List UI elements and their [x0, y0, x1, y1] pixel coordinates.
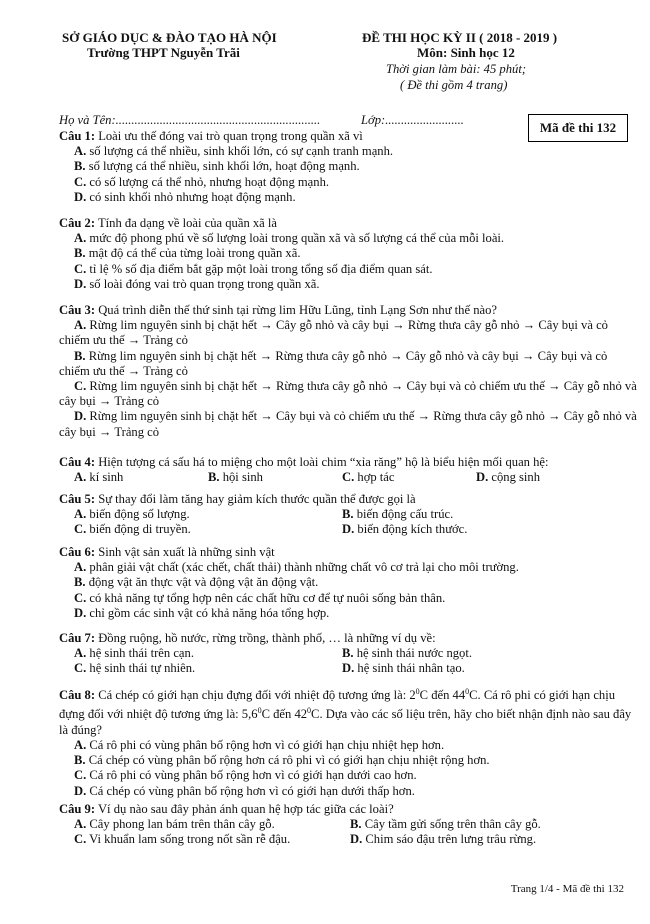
- question-number: Câu 4:: [59, 455, 96, 469]
- options-row: [59, 646, 639, 661]
- question-text: Đồng ruộng, hồ nước, rừng trồng, thành phố, … là những ví dụ về:: [95, 631, 436, 645]
- exam-time: Thời gian làm bài: 45 phút;: [386, 62, 527, 76]
- option-d: D. cộng sinh: [476, 470, 541, 485]
- question-number: Câu 9:: [59, 802, 96, 816]
- option-d: D. biến động kích thước.: [342, 522, 468, 537]
- option-b: B. hội sinh: [208, 470, 263, 485]
- option-d: D. hệ sinh thái nhân tạo.: [342, 661, 465, 676]
- option-c: C. có số lượng cá thể nhỏ, nhưng hoạt động mạnh.: [74, 174, 330, 189]
- option-d: D. có sinh khối nhỏ nhưng hoạt động mạnh.: [74, 189, 296, 204]
- option-d: D. số loài đóng vai trò quan trọng trong quần xã.: [74, 276, 320, 291]
- option-b: B. Cá chép có vùng phân bố rộng hơn cá rô phi vì có giới hạn chịu nhiệt rộng hơn.: [74, 753, 490, 768]
- option-a: A. phân giải vật chất (xác chết, chất thải) thành những chất vô cơ trả lại cho môi trường.: [74, 560, 519, 575]
- question-8: [59, 684, 639, 799]
- question-9: [59, 802, 639, 848]
- question-number: Câu 1:: [59, 129, 96, 143]
- question-text: Sinh vật sản xuất là những sinh vật: [95, 545, 275, 559]
- school-name: Trường THPT Nguyễn Trãi: [87, 45, 240, 60]
- option-c: C. tỉ lệ % số địa điểm bắt gặp một loài trong tổng số địa điểm quan sát.: [74, 261, 433, 276]
- exam-title: ĐỀ THI HỌC KỲ II ( 2018 - 2019 ): [362, 30, 558, 45]
- option-c: C. có khả năng tự tổng hợp nên các chất hữu cơ để tự nuôi sống bản thân.: [74, 590, 446, 605]
- question-text: Loài ưu thế đóng vai trò quan trọng trong quần xã vì: [95, 129, 363, 143]
- question-3: [59, 303, 639, 440]
- option-a: A. Cây phong lan bám trên thân cây gỗ.: [74, 817, 275, 832]
- option-b: B. động vật ăn thực vật và động vật ăn động vật.: [74, 575, 319, 590]
- options-row: [59, 661, 639, 676]
- question-text: Quá trình diễn thế thứ sinh tại rừng lim Hữu Lũng, tỉnh Lạng Sơn như thế nào?: [95, 303, 497, 317]
- question-text: Câu 8: Cá chép có giới hạn chịu đựng đối với nhiệt độ tương ứng là: $2^0C$ đến $44^0C$. Cá rô phi có giới hạn chịu đựng đối với nhiệt độ tương ứng là: $5,6^0C$ đến $42^0C$. Dựa vào các số liệu trên, hãy cho biết nhận định nào sau đây là đúng?: [59, 687, 632, 737]
- options-row: [59, 817, 639, 832]
- class-field: Lớp:.........................: [361, 113, 464, 127]
- option-b: B. hệ sinh thái nước ngọt.: [342, 646, 472, 661]
- department-name: SỞ GIÁO DỤC & ĐÀO TẠO HÀ NỘI: [62, 30, 277, 45]
- option-c: C. Vi khuẩn lam sống trong nốt sần rễ đậu.: [74, 832, 291, 847]
- question-5: [59, 492, 639, 538]
- option-d: D. Rừng lim nguyên sinh bị chặt hết → Cây bụi và cỏ chiếm ưu thế → Rừng thưa cây gỗ nhỏ → Cây gỗ nhỏ và cây bụi → Trảng cỏ: [59, 409, 637, 439]
- option-d: D. Cá chép có vùng phân bố rộng hơn vì có giới hạn dưới thấp hơn.: [74, 783, 415, 798]
- option-c: C. hệ sinh thái tự nhiên.: [74, 661, 196, 676]
- option-c: C. Rừng lim nguyên sinh bị chặt hết → Rừng thưa cây gỗ nhỏ → Cây bụi và cỏ chiếm ưu thế → Cây gỗ nhỏ và cây bụi → Trảng cỏ: [59, 379, 637, 409]
- question-number: Câu 7:: [59, 631, 96, 645]
- option-a: A. biến động số lượng.: [74, 507, 190, 522]
- question-number: Câu 2:: [59, 216, 96, 230]
- options-row: [59, 470, 639, 485]
- exam-code-box: Mã đề thi 132: [528, 114, 628, 142]
- question-2: [59, 216, 639, 292]
- option-a: A. hệ sinh thái trên cạn.: [74, 646, 194, 661]
- question-7: [59, 631, 639, 677]
- option-a: A. kí sinh: [74, 470, 124, 485]
- subject: Môn: Sinh học 12: [417, 45, 515, 60]
- options-row: [59, 522, 639, 537]
- option-b: B. mật độ cá thể của từng loài trong quần xã.: [74, 246, 301, 261]
- question-6: [59, 545, 639, 621]
- option-a: A. số lượng cá thể nhiều, sinh khối lớn, có sự cạnh tranh mạnh.: [74, 144, 394, 159]
- question-1: [59, 129, 639, 205]
- option-b: B. biến động cấu trúc.: [342, 507, 454, 522]
- option-a: A. Cá rô phi có vùng phân bố rộng hơn vì có giới hạn chịu nhiệt hẹp hơn.: [74, 737, 445, 752]
- option-c: C. hợp tác: [342, 470, 395, 485]
- question-text: Hiện tượng cá sấu há to miệng cho một loài chim “xỉa răng” hộ là biểu hiện mối quan hệ:: [95, 455, 549, 469]
- question-number: Câu 5:: [59, 492, 96, 506]
- page-count: ( Đề thi gồm 4 trang): [400, 78, 508, 92]
- question-text: Tính đa dạng về loài của quần xã là: [95, 216, 278, 230]
- student-name-field: Họ và Tên:.................................................................: [59, 113, 321, 127]
- question-text: Ví dụ nào sau đây phản ánh quan hệ hợp tác giữa các loài?: [95, 802, 394, 816]
- question-4: [59, 455, 639, 485]
- option-b: B. số lượng cá thể nhiều, sinh khối lớn, hoạt động mạnh.: [74, 159, 360, 174]
- question-number: Câu 8:: [59, 688, 96, 703]
- question-number: Câu 3:: [59, 303, 96, 317]
- options-row: [59, 507, 639, 522]
- option-d: D. chỉ gồm các sinh vật có khả năng hóa tổng hợp.: [74, 605, 330, 620]
- option-a: A. mức độ phong phú về số lượng loài trong quần xã và số lượng cá thể của mỗi loài.: [74, 231, 505, 246]
- page-footer: Trang 1/4 - Mã đề thi 132: [510, 883, 624, 895]
- options-row: [59, 832, 639, 847]
- option-d: D. Chim sáo đậu trên lưng trâu rừng.: [350, 832, 537, 847]
- option-c: C. biến động di truyền.: [74, 522, 191, 537]
- question-number: Câu 6:: [59, 545, 96, 559]
- option-b: B. Cây tầm gửi sống trên thân cây gỗ.: [350, 817, 541, 832]
- question-text: Sự thay đổi làm tăng hay giảm kích thước quần thể được gọi là: [95, 492, 416, 506]
- option-b: B. Rừng lim nguyên sinh bị chặt hết → Rừng thưa cây gỗ nhỏ → Cây gỗ nhỏ và cây bụi → Cây bụi và cỏ chiếm ưu thế → Trảng cỏ: [59, 348, 608, 378]
- option-c: C. Cá rô phi có vùng phân bố rộng hơn vì có giới hạn dưới cao hơn.: [74, 768, 417, 783]
- option-a: A. Rừng lim nguyên sinh bị chặt hết → Cây gỗ nhỏ và cây bụi → Rừng thưa cây gỗ nhỏ → Cây bụi và cỏ chiếm ưu thế → Trảng cỏ: [59, 318, 608, 348]
